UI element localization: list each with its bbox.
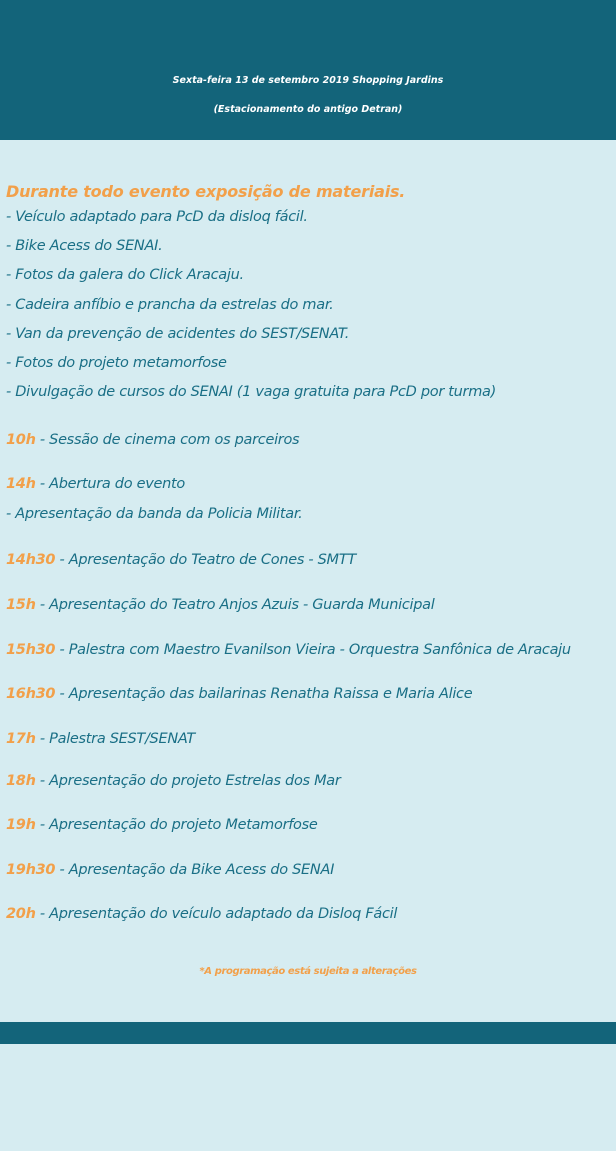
schedule-time: 20h <box>6 906 36 922</box>
schedule-time: 10h <box>6 432 36 448</box>
schedule-time: 19h <box>6 817 36 833</box>
schedule-time: 14h30 <box>6 552 56 568</box>
schedule-entry <box>6 506 302 522</box>
schedule-time: 14h <box>6 476 36 492</box>
schedule-entry <box>6 686 472 702</box>
header-date-location: Sexta-feira 13 de setembro 2019 Shopping Jardins <box>172 75 444 86</box>
exhibition-item: - Fotos do projeto metamorfose <box>6 355 227 371</box>
header-venue-detail: (Estacionamento do antigo Detran) <box>213 104 403 115</box>
exhibition-item: - Divulgação de cursos do SENAI (1 vaga gratuita para PcD por turma) <box>6 384 496 400</box>
schedule-description: - Apresentação da banda da Policia Militar. <box>6 506 303 522</box>
footer-bar <box>0 1022 616 1044</box>
header-banner <box>0 0 616 140</box>
schedule-entry <box>6 731 195 747</box>
schedule-time: 16h30 <box>6 686 56 702</box>
schedule-disclaimer: *A programação está sujeita a alterações <box>199 966 417 977</box>
schedule-description: - Abertura do evento <box>35 476 185 492</box>
exhibition-title: Durante todo evento exposição de materiais. <box>6 182 406 201</box>
schedule-entry <box>6 642 571 658</box>
schedule-description: - Apresentação das bailarinas Renatha Raissa e Maria Alice <box>55 686 473 702</box>
schedule-entry <box>6 552 356 568</box>
schedule-entry <box>6 862 334 878</box>
schedule-description: - Apresentação do projeto Metamorfose <box>35 817 318 833</box>
schedule-description: - Apresentação do Teatro Anjos Azuis - Guarda Municipal <box>35 597 435 613</box>
schedule-description: - Apresentação do veículo adaptado da Disloq Fácil <box>35 906 398 922</box>
schedule-time: 18h <box>6 773 36 789</box>
schedule-entry <box>6 773 341 789</box>
schedule-entry <box>6 597 434 613</box>
schedule-entry <box>6 906 397 922</box>
exhibition-item: - Van da prevenção de acidentes do SEST/SENAT. <box>6 326 350 342</box>
schedule-time: 15h30 <box>6 642 56 658</box>
exhibition-item: - Veículo adaptado para PcD da disloq fácil. <box>6 209 308 225</box>
exhibition-item: - Bike Acess do SENAI. <box>6 238 163 254</box>
schedule-entry <box>6 817 318 833</box>
schedule-description: - Sessão de cinema com os parceiros <box>35 432 300 448</box>
schedule-description: - Apresentação da Bike Acess do SENAI <box>55 862 335 878</box>
schedule-description: - Palestra com Maestro Evanilson Vieira - Orquestra Sanfônica de Aracaju <box>55 642 571 658</box>
exhibition-item: - Fotos da galera do Click Aracaju. <box>6 267 244 283</box>
schedule-entry <box>6 476 185 492</box>
schedule-time: 17h <box>6 731 36 747</box>
schedule-entry <box>6 432 299 448</box>
schedule-time: 19h30 <box>6 862 56 878</box>
exhibition-item: - Cadeira anfíbio e prancha da estrelas do mar. <box>6 297 334 313</box>
schedule-description: - Apresentação do Teatro de Cones - SMTT <box>55 552 356 568</box>
schedule-description: - Apresentação do projeto Estrelas dos Mar <box>35 773 341 789</box>
schedule-description: - Palestra SEST/SENAT <box>35 731 195 747</box>
schedule-time: 15h <box>6 597 36 613</box>
